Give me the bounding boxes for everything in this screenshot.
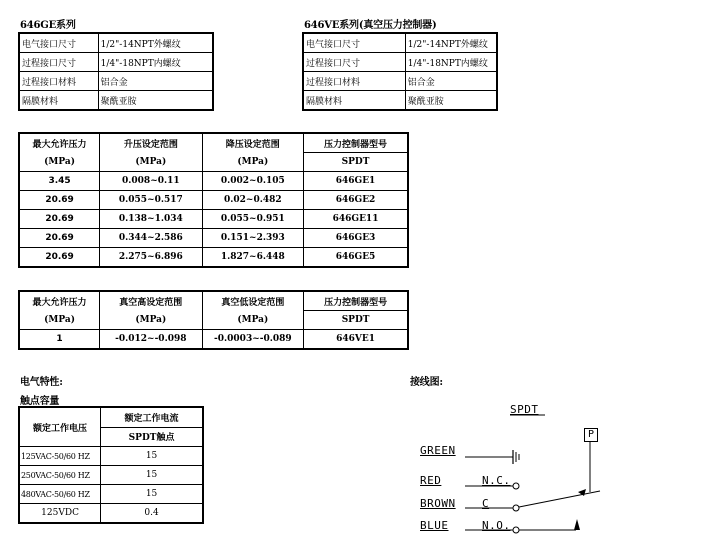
model-cell: 646GE1 [304, 172, 408, 191]
table-row [303, 91, 497, 111]
column-header: 降压设定范围 [202, 133, 303, 153]
c-label: C [482, 497, 490, 510]
table-row [303, 53, 497, 72]
table-row [19, 330, 408, 350]
table-subheader-row [19, 311, 408, 330]
ve-spec-table [302, 32, 498, 111]
spec-value: 1/2"-14NPT外螺纹 [405, 33, 497, 53]
rise-range-cell: 0.138~1.034 [100, 210, 202, 229]
common-contact-icon [513, 505, 519, 511]
ground-icon [465, 450, 519, 464]
column-subheader: (MPa) [202, 311, 304, 330]
table-row [19, 229, 408, 248]
voltage-cell: 125VDC [19, 504, 101, 524]
current-cell: 15 [101, 466, 203, 485]
model-cell: 646GE3 [304, 229, 408, 248]
nc-contact-icon [513, 483, 519, 489]
rise-range-cell: 0.344~2.586 [100, 229, 202, 248]
spec-label: 过程接口材料 [303, 72, 405, 91]
current-header: 额定工作电流 [101, 407, 203, 427]
table-header-row [19, 291, 408, 311]
table-header-row [19, 407, 203, 427]
vacuum-high-range-cell: -0.012~-0.098 [100, 330, 202, 350]
spec-value: 1/4"-18NPT内螺纹 [405, 53, 497, 72]
spdt-contact-header: SPDT触点 [101, 427, 203, 447]
table-row [303, 33, 497, 53]
no-label: N.O. [482, 519, 511, 532]
spec-value: 聚酰亚胺 [98, 91, 213, 111]
current-cell: 15 [101, 447, 203, 466]
table-row [19, 91, 213, 111]
nc-label: N.C. [482, 474, 511, 487]
spec-value: 铝合金 [405, 72, 497, 91]
rise-range-cell: 0.055~0.517 [100, 191, 202, 210]
current-cell: 0.4 [101, 504, 203, 524]
max-pressure-cell: 20.69 [19, 191, 100, 210]
spec-value: 1/4"-18NPT内螺纹 [98, 53, 213, 72]
column-subheader: (MPa) [202, 153, 303, 172]
max-pressure-cell: 1 [19, 330, 100, 350]
ge-spec-table [18, 32, 214, 111]
max-pressure-cell: 20.69 [19, 229, 100, 248]
stop-triangle-icon [574, 519, 580, 530]
switch-blade [519, 491, 600, 507]
model-cell: 646GE5 [304, 248, 408, 268]
table-row [303, 72, 497, 91]
voltage-cell: 480VAC-50/60 HZ [19, 485, 101, 504]
column-header: 升压设定范围 [100, 133, 202, 153]
column-subheader: (MPa) [19, 311, 100, 330]
column-header: 最大允许压力 [19, 133, 100, 153]
vacuum-low-range-cell: -0.0003~-0.089 [202, 330, 304, 350]
rise-range-cell: 2.275~6.896 [100, 248, 202, 268]
table-row [19, 466, 203, 485]
fall-range-cell: 0.02~0.482 [202, 191, 303, 210]
no-contact-icon [513, 527, 519, 533]
spec-label: 过程接口尺寸 [19, 53, 98, 72]
rise-range-cell: 0.008~0.11 [100, 172, 202, 191]
brown-wire-label: BROWN [420, 497, 456, 510]
ve-series-title: 646VE系列(真空压力控制器) [304, 20, 437, 31]
max-pressure-cell: 3.45 [19, 172, 100, 191]
spec-label: 电气接口尺寸 [303, 33, 405, 53]
spdt-label: SPDT [510, 403, 539, 416]
electrical-title: 电气特性: [20, 377, 63, 388]
voltage-cell: 250VAC-50/60 HZ [19, 466, 101, 485]
table-header-row [19, 133, 408, 153]
fall-range-cell: 1.827~6.448 [202, 248, 303, 268]
fall-range-cell: 0.002~0.105 [202, 172, 303, 191]
table-row [19, 485, 203, 504]
model-cell: 646GE2 [304, 191, 408, 210]
spec-label: 过程接口尺寸 [303, 53, 405, 72]
max-pressure-cell: 20.69 [19, 248, 100, 268]
column-subheader: SPDT [304, 311, 408, 330]
model-cell: 646VE1 [304, 330, 408, 350]
table-subheader-row [19, 153, 408, 172]
spec-label: 过程接口材料 [19, 72, 98, 91]
column-subheader: (MPa) [100, 311, 202, 330]
red-wire-label: RED [420, 474, 442, 487]
p-terminal-label: P [584, 428, 598, 442]
spec-label: 隔膜材料 [19, 91, 98, 111]
fall-range-cell: 0.151~2.393 [202, 229, 303, 248]
spec-value: 1/2"-14NPT外螺纹 [98, 33, 213, 53]
table-row [19, 248, 408, 268]
table-row [19, 210, 408, 229]
green-wire-label: GREEN [420, 444, 456, 457]
column-header: 真空低设定范围 [202, 291, 304, 311]
table-row [19, 33, 213, 53]
column-header: 压力控制器型号 [304, 291, 408, 311]
column-header: 真空高设定范围 [100, 291, 202, 311]
table-row [19, 191, 408, 210]
voltage-header: 额定工作电压 [19, 407, 101, 447]
table-row [19, 53, 213, 72]
table-row [19, 72, 213, 91]
ge-series-title: 646GE系列 [20, 20, 76, 31]
column-subheader: (MPa) [19, 153, 100, 172]
wiring-title: 接线图: [410, 377, 443, 388]
max-pressure-cell: 20.69 [19, 210, 100, 229]
column-subheader: SPDT [304, 153, 408, 172]
table-row [19, 504, 203, 524]
wiring-diagram [400, 395, 700, 540]
table-row [19, 447, 203, 466]
model-cell: 646GE11 [304, 210, 408, 229]
ve-range-table [18, 290, 409, 350]
spec-label: 电气接口尺寸 [19, 33, 98, 53]
fall-range-cell: 0.055~0.951 [202, 210, 303, 229]
column-header: 最大允许压力 [19, 291, 100, 311]
ge-range-table [18, 132, 409, 268]
contact-capacity-table [18, 406, 204, 524]
spec-value: 铝合金 [98, 72, 213, 91]
voltage-cell: 125VAC-50/60 HZ [19, 447, 101, 466]
contact-capacity-title: 触点容量 [20, 396, 60, 407]
current-cell: 15 [101, 485, 203, 504]
table-row [19, 172, 408, 191]
spec-value: 聚酰亚胺 [405, 91, 497, 111]
spec-label: 隔膜材料 [303, 91, 405, 111]
column-subheader: (MPa) [100, 153, 202, 172]
column-header: 压力控制器型号 [304, 133, 408, 153]
blue-wire-label: BLUE [420, 519, 449, 532]
